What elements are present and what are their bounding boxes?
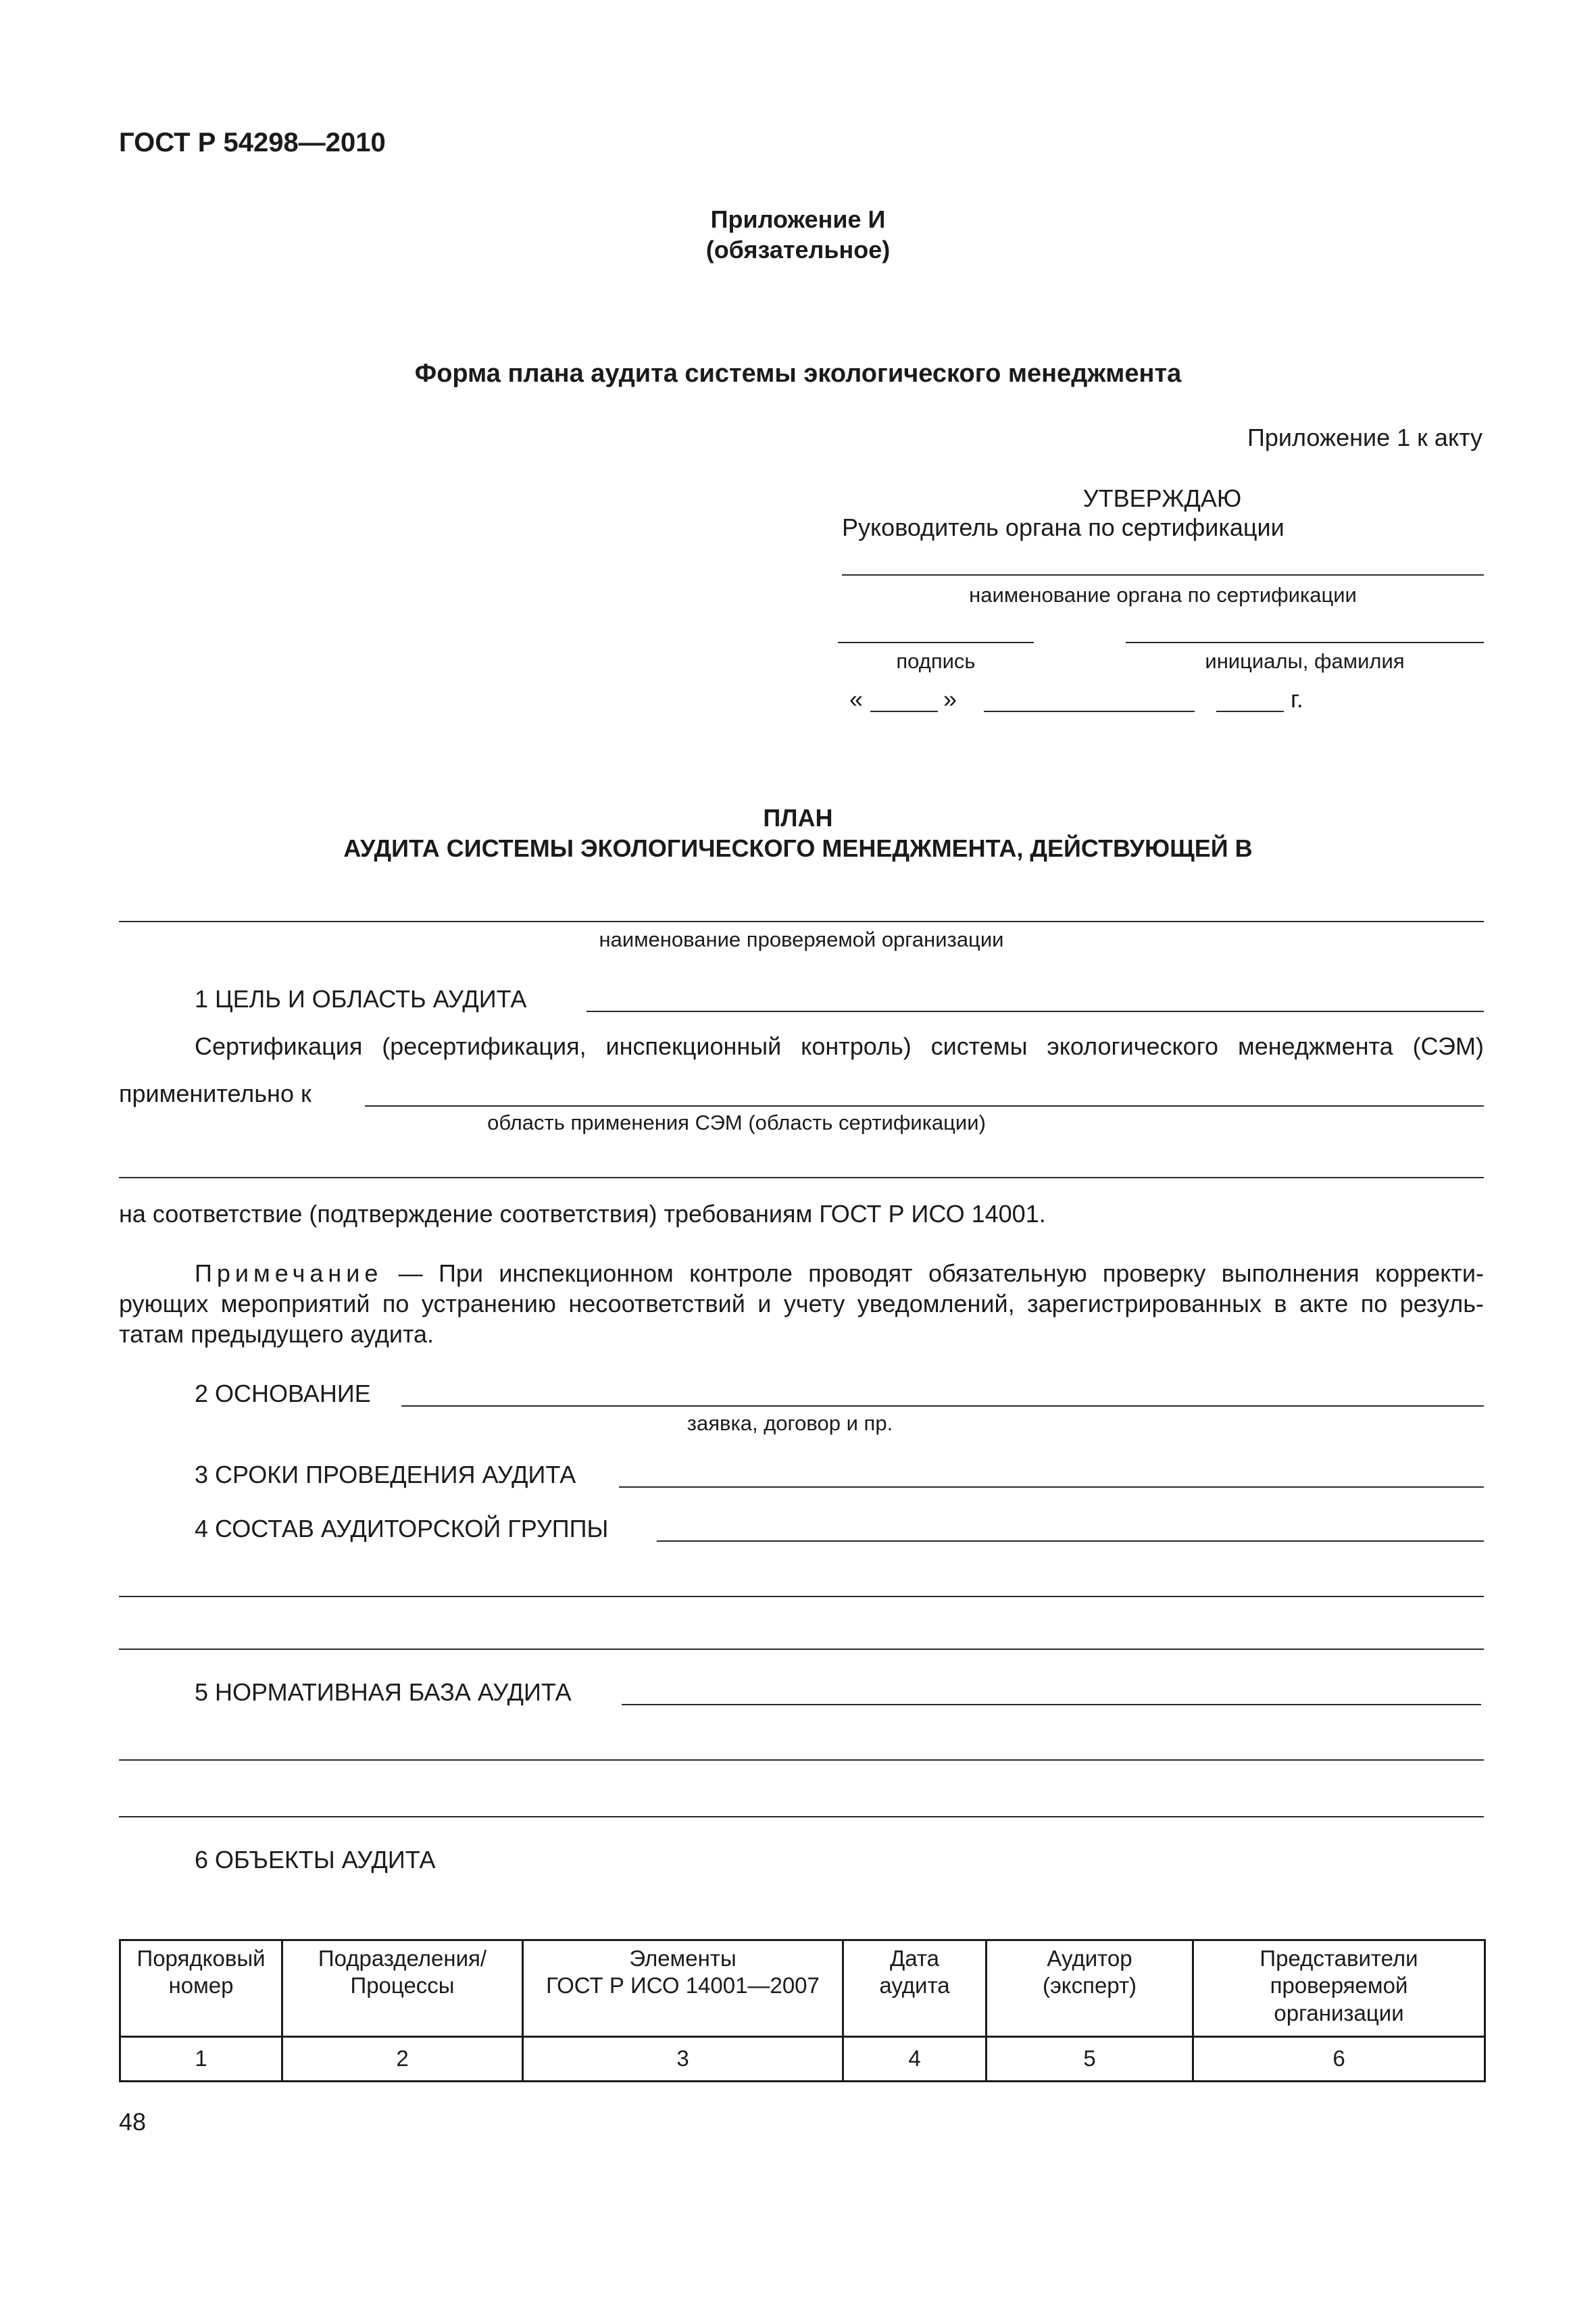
org-name-caption: наименование органа по сертификации bbox=[969, 583, 1357, 607]
note-line-1 bbox=[195, 1258, 1484, 1288]
header-text-line: Элементы bbox=[629, 1946, 737, 1971]
standard-code: ГОСТ Р 54298—2010 bbox=[119, 128, 386, 157]
form-title: Форма плана аудита системы экологического менеджмента bbox=[414, 359, 1182, 388]
scope-caption: область применения СЭМ (область сертификации) bbox=[487, 1111, 986, 1134]
signature-caption: подпись bbox=[896, 649, 976, 673]
header-text-line: организации bbox=[1274, 2000, 1404, 2026]
table-cell: 3 bbox=[523, 2037, 843, 2082]
section-4-line bbox=[657, 1540, 1484, 1542]
section-2-line bbox=[401, 1405, 1484, 1407]
name-caption: инициалы, фамилия bbox=[1205, 649, 1405, 673]
head-title: Руководитель органа по сертификации bbox=[842, 513, 1285, 541]
table-header-row bbox=[120, 1940, 1485, 2037]
attachment-note: Приложение 1 к акту bbox=[1247, 424, 1482, 451]
audited-org-line bbox=[119, 921, 1484, 922]
section-2-caption: заявка, договор и пр. bbox=[687, 1411, 893, 1435]
audited-org-caption: наименование проверяемой организации bbox=[599, 928, 1004, 951]
col-header-representatives bbox=[1193, 1940, 1485, 2037]
section-1-applicable: применительно к bbox=[119, 1080, 311, 1107]
org-name-line bbox=[842, 574, 1484, 576]
table-row bbox=[120, 2037, 1485, 2082]
section-4-line-3 bbox=[119, 1649, 1484, 1650]
section-1-text: Сертификация (ресертификация, инспекционный контроль) системы экологического менеджмента (СЭМ) bbox=[195, 1032, 1484, 1060]
header-text-line: Аудитор bbox=[1047, 1946, 1132, 1971]
approve-label: УТВЕРЖДАЮ bbox=[1082, 484, 1242, 512]
header-text-line: Порядковый bbox=[136, 1946, 266, 1971]
section-5-line-3 bbox=[119, 1816, 1484, 1817]
col-header-elements bbox=[523, 1940, 843, 2037]
table-cell: 2 bbox=[282, 2037, 523, 2082]
appendix-status: (обязательное) bbox=[705, 236, 891, 263]
header-text-line: Дата bbox=[889, 1946, 940, 1971]
date-close-quote: » bbox=[943, 685, 957, 713]
signature-line bbox=[838, 642, 1034, 643]
appendix-title: Приложение И bbox=[710, 205, 886, 233]
header-text-line: Представители bbox=[1260, 1946, 1418, 1971]
section-4-label: 4 СОСТАВ АУДИТОРСКОЙ ГРУППЫ bbox=[195, 1515, 609, 1542]
audit-objects-table bbox=[119, 1939, 1486, 2082]
section-5-line-2 bbox=[119, 1759, 1484, 1761]
note-label: Примечание bbox=[195, 1259, 383, 1287]
date-open-quote: « bbox=[849, 685, 864, 713]
scope-line-2 bbox=[119, 1177, 1484, 1178]
scope-line bbox=[365, 1105, 1484, 1107]
section-5-label: 5 НОРМАТИВНАЯ БАЗА АУДИТА bbox=[195, 1678, 572, 1706]
header-text-line: номер bbox=[168, 1973, 234, 1998]
date-day-line bbox=[870, 711, 938, 712]
page-number: 48 bbox=[119, 2108, 147, 2136]
table-cell: 4 bbox=[843, 2037, 987, 2082]
header-text-line: ГОСТ Р ИСО 14001—2007 bbox=[546, 1973, 820, 1998]
plan-title: ПЛАН bbox=[763, 804, 833, 832]
section-5-line bbox=[622, 1704, 1481, 1705]
col-header-number bbox=[120, 1940, 282, 2037]
col-header-departments bbox=[282, 1940, 523, 2037]
note-line-2: рующих мероприятий по устранению несоответствий и учету уведомлений, зарегистрированных в акте по резуль- bbox=[119, 1290, 1484, 1317]
table-cell: 1 bbox=[120, 2037, 282, 2082]
section-4-line-2 bbox=[119, 1596, 1484, 1597]
conformity-text: на соответствие (подтверждение соответствия) требованиям ГОСТ Р ИСО 14001. bbox=[119, 1200, 1046, 1228]
year-suffix: г. bbox=[1291, 685, 1303, 713]
section-6-label: 6 ОБЪЕКТЫ АУДИТА bbox=[195, 1846, 436, 1873]
col-header-date bbox=[843, 1940, 987, 2037]
section-2-label: 2 ОСНОВАНИЕ bbox=[195, 1380, 371, 1407]
table-cell: 5 bbox=[987, 2037, 1193, 2082]
section-3-label: 3 СРОКИ ПРОВЕДЕНИЯ АУДИТА bbox=[195, 1461, 576, 1488]
section-1-line bbox=[587, 1011, 1484, 1012]
header-text-line: (эксперт) bbox=[1042, 1973, 1137, 1998]
note-line-3: татам предыдущего аудита. bbox=[119, 1320, 434, 1348]
table-cell: 6 bbox=[1193, 2037, 1485, 2082]
plan-subtitle: АУДИТА СИСТЕМЫ ЭКОЛОГИЧЕСКОГО МЕНЕДЖМЕНТА, ДЕЙСТВУЮЩЕЙ В bbox=[343, 834, 1253, 862]
date-month-line bbox=[984, 711, 1195, 712]
date-year-line bbox=[1216, 711, 1284, 712]
header-text-line: проверяемой bbox=[1270, 1973, 1408, 1998]
header-text-line: Подразделения/ bbox=[318, 1946, 487, 1971]
note-text: — При инспекционном контроле проводят обязательную проверку выполнения корректи- bbox=[382, 1259, 1484, 1287]
name-line bbox=[1126, 642, 1484, 643]
section-3-line bbox=[619, 1486, 1484, 1488]
col-header-auditor bbox=[987, 1940, 1193, 2037]
section-1-label: 1 ЦЕЛЬ И ОБЛАСТЬ АУДИТА bbox=[195, 985, 527, 1013]
header-text-line: Процессы bbox=[350, 1973, 455, 1998]
header-text-line: аудита bbox=[879, 1973, 950, 1998]
